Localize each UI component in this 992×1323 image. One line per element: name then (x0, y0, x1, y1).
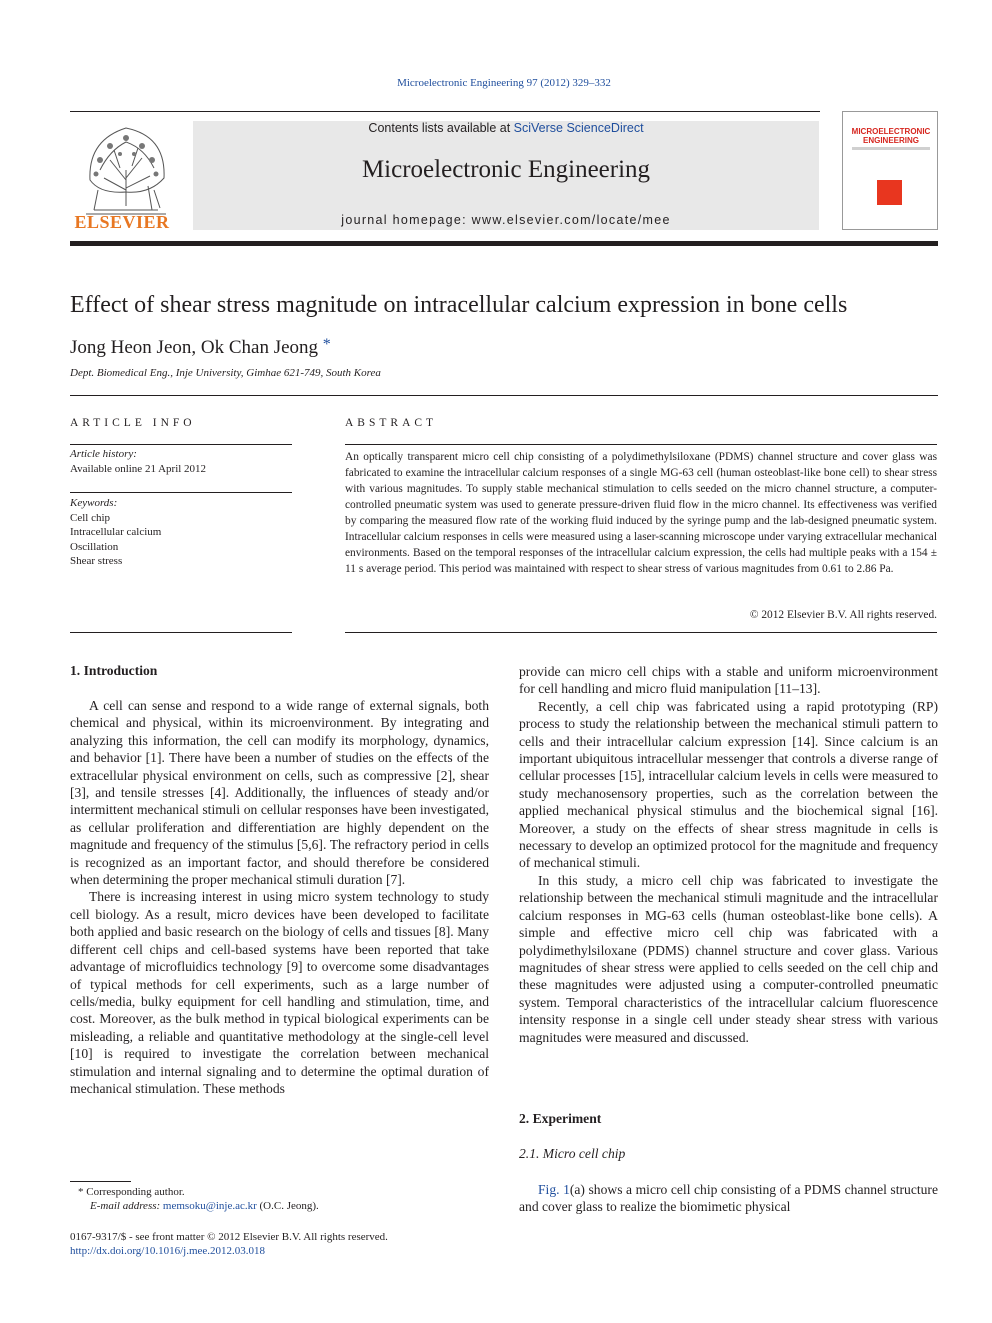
article-title: Effect of shear stress magnitude on intracellular calcium expression in bone cells (70, 292, 848, 318)
copyright: © 2012 Elsevier B.V. All rights reserved. (749, 609, 937, 621)
email-suffix: (O.C. Jeong). (256, 1200, 319, 1212)
homepage-prefix: journal homepage: (341, 213, 472, 227)
keyword: Oscillation (70, 540, 119, 553)
history-value: Available online 21 April 2012 (70, 463, 207, 475)
header-thick-rule (70, 241, 938, 246)
cover-image (877, 180, 902, 205)
email-label: E-mail address: (90, 1200, 163, 1212)
corresponding-author-mark[interactable]: * (322, 336, 331, 353)
paragraph: There is increasing interest in using micro system technology to study cell biology. As a result, micro devices have been developed to facilitate both applied and basic research on the biology of cells and tissues [8]. Many different cell chips and cell-based systems have been reported that take advantage of microfluidics technology [9] to overcome some disadvantages of typical methods for cell experiments, such as a large number of cells/media, bulky equipment for cell handling and stimulation, time, and cost. Moreover, as the bulk method in typical biological experiments can be misleading, a reliable and quantitative methodology at the single-cell level [10] is required to investigate the correlation between mechanical stimulation and internal signaling and to determine the optimal duration of mechanical stimulation. These methods (70, 889, 489, 1096)
figure-link[interactable]: Fig. 1 (538, 1182, 570, 1197)
footnote-mark: * (78, 1186, 84, 1198)
header-rule (70, 111, 820, 112)
doi-link[interactable]: http://dx.doi.org/10.1016/j.mee.2012.03.018 (70, 1245, 266, 1257)
journal-homepage (193, 213, 819, 227)
keywords-label: Keywords: (70, 497, 118, 509)
affiliation: Dept. Biomedical Eng., Inje University, Gimhae 621-749, South Korea (70, 367, 381, 379)
keyword: Intracellular calcium (70, 526, 162, 539)
right-column-continued (519, 1181, 938, 1216)
abstract-text: An optically transparent micro cell chip consisting of a polydimethylsiloxane (PDMS) channel structure and cover glass was fabricated to examine the intracellular calcium responses of a single MG-63 cell (human osteoblast-like bone cell) to shear stress with various magnitudes. To supply stable mechanical stimulation to cells seeded on the micro channel structure, a computer-controlled pneumatic system was used to generate pressure-driven fluid flow in the micro channel. Its effectiveness was verified by comparing the measured flow rate of the working fluid induced by the syringe pump and the lab-designed pneumatic system. Intracellular calcium responses in cells were measured using a laser-scanning microscope under varying extracellular mechanical environments. Based on the temporal responses of the intracellular calcium expression, the cells had multiple peaks with a 154 ± 11 s average period. This period was maintained with respect to shear stress of various magnitudes from 0.61 to 2.86 Pa. (345, 451, 937, 575)
article-info-heading: ARTICLE INFO (70, 417, 196, 429)
keyword: Shear stress (70, 555, 123, 568)
abstract-heading: ABSTRACT (345, 417, 438, 429)
right-column (519, 663, 938, 1046)
cover-subtitle-bar (852, 147, 930, 150)
paragraph: In this study, a micro cell chip was fabricated to investigate the relationship between the mechanical stimuli magnitude and the intracellular calcium responses in MG-63 cells (human osteoblast-like bone cells). A simple and effective micro cell chip was fabricated with a polydimethylsiloxane (PDMS) channel structure and cover glass. Various magnitudes of shear stress were applied to cells seeded on the cell chip and these magnitudes were adjusted using a computer-controlled pneumatic system. Temporal characteristics of the intracellular calcium fluorescence intensity response in a single cell under steady shear stress with various magnitudes were measured and discussed. (519, 872, 938, 1045)
info-rule (70, 492, 292, 493)
info-rule (70, 444, 292, 445)
authors: Jong Heon Jeon, Ok Chan Jeong (70, 337, 319, 358)
section-heading-experiment: 2. Experiment (519, 1111, 602, 1126)
paragraph-text: (a) shows a micro cell chip consisting of a PDMS channel structure and cover glass to realize the biomimetic physical (519, 1182, 938, 1215)
keyword: Cell chip (70, 512, 111, 524)
corresponding-author-note (78, 1186, 185, 1198)
title-rule (70, 395, 938, 396)
elsevier-wordmark: ELSEVIER (74, 212, 170, 232)
paragraph: Recently, a cell chip was fabricated using a rapid prototyping (RP) process to study the relationship between the mechanical stimuli pattern to cells and their intracellular calcium expression [14]. Since calcium is an important ubiquitous intracellular messenger that controls a diverse range of cellular processes [15], intracellular calcium levels in cells were measured to study mechanosensory properties, such as the correlation between the applied mechanical physical stimulus and the biochemical signal [16]. Moreover, a study on the effects of shear stress magnitude in cells is necessary to develop an optimized protocol for the magnitude and frequency of mechanical stimuli. (519, 698, 938, 871)
journal-title: Microelectronic Engineering (361, 156, 651, 183)
journal-reference[interactable]: Microelectronic Engineering 97 (2012) 329–332 (397, 77, 611, 89)
subsection-heading: 2.1. Micro cell chip (519, 1146, 626, 1161)
keywords-list (70, 511, 161, 569)
history-label: Article history: (70, 448, 137, 460)
homepage-url[interactable]: www.elsevier.com/locate/mee (471, 213, 671, 227)
author-line (70, 336, 331, 359)
footnote-rule (70, 1181, 131, 1182)
paragraph (519, 1181, 938, 1216)
section-heading-introduction: 1. Introduction (70, 663, 158, 678)
email-link[interactable]: memsoku@inje.ac.kr (162, 1200, 257, 1212)
info-bottom-rule (70, 632, 292, 633)
contents-line (193, 121, 819, 135)
email-note (90, 1200, 319, 1212)
abstract-rule (345, 444, 937, 445)
sciencedirect-link[interactable]: SciVerse ScienceDirect (513, 121, 644, 135)
paragraph: provide can micro cell chips with a stable and uniform microenvironment for cell handling and micro fluid manipulation [11–13]. (519, 664, 938, 697)
issn-line: 0167-9317/$ - see front matter © 2012 Elsevier B.V. All rights reserved. (70, 1231, 388, 1243)
paragraph: A cell can sense and respond to a wide range of external signals, both chemical and physical, within its microenvironment. By integrating and analyzing this information, the cell can modify its morphology, dynamics, and behavior [1]. There have been a number of studies on the effects of the extracellular physical environment on cells, such as compressive [2], shear [3], and tensile stresses [4]. Additionally, the influences of steady and/or intermittent mechanical stimuli on cellular responses have been investigated, as cellular proliferation and differentiation are highly dependent on the magnitude and frequency of the stimulus [5,6]. The refractory period in cells is recognized as an important factor, and should therefore be considered when determining the proper mechanical stimuli duration [7]. (70, 698, 489, 888)
contents-prefix: Contents lists available at (368, 121, 514, 135)
abstract-bottom-rule (345, 632, 937, 633)
left-column (70, 697, 489, 1097)
footnote-text: Corresponding author. (86, 1186, 185, 1198)
cover-title: MICROELECTRONIC ENGINEERING (851, 127, 931, 145)
